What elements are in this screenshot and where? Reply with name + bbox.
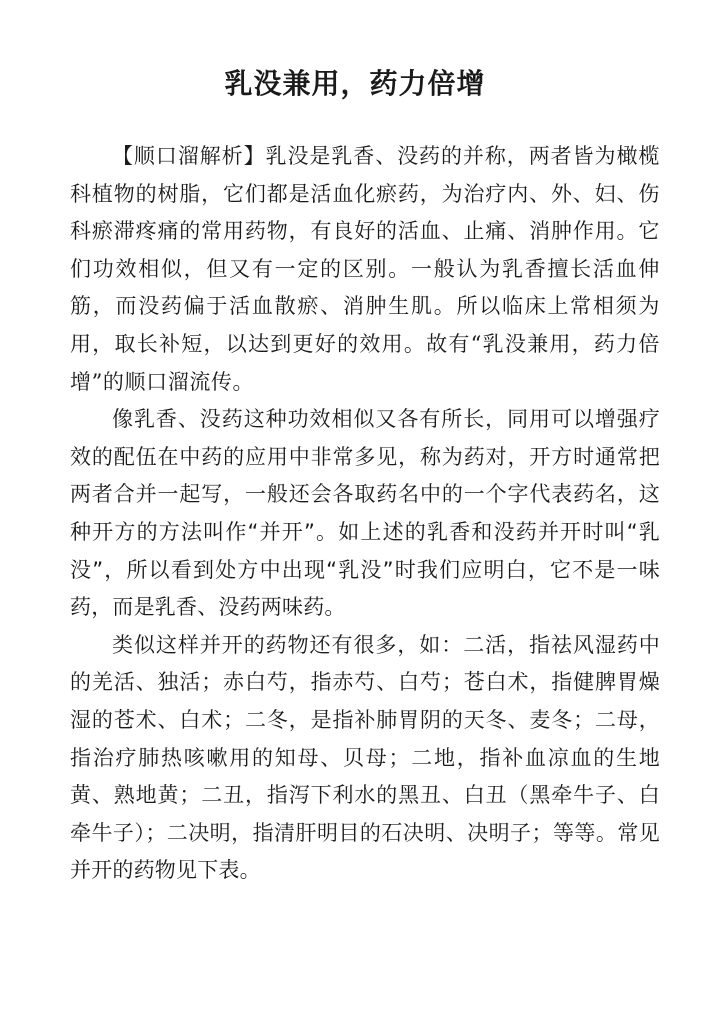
analysis-tag: 【顺口溜解析】: [112, 144, 266, 168]
page-title: 乳没兼用，药力倍增: [224, 67, 486, 100]
paragraph-paired-examples: 类似这样并开的药物还有很多，如：二活，指祛风湿药中的羌活、独活；赤白芍，指赤芍、白芍；苍白术，指健脾胃燥湿的苍术、白术；二冬，是指补肺胃阴的天冬、麦冬；二母，指治疗肺热咳嗽用的知母、贝母；二地，指补血凉血的生地黄、熟地黄；二丑，指泻下利水的黑丑、白丑（黑牵牛子、白牵牛子）；二决明，指清肝明目的石决明、决明子；等等。常见并开的药物见下表。: [70, 632, 660, 883]
paragraph-analysis: [70, 138, 660, 401]
paragraph-drug-pairing: 像乳香、没药这种功效相似又各有所长，同用可以增强疗效的配伍在中药的应用中非常多见，称为药对，开方时通常把两者合并一起写，一般还会各取药名中的一个字代表药名，这种开方的方法叫作“并开”。如上述的乳香和没药并开时叫“乳没”，所以看到处方中出现“乳没”时我们应明白，它不是一味药，而是乳香、没药两味药。: [70, 407, 660, 620]
article-body: [70, 138, 660, 890]
analysis-text: 乳没是乳香、没药的并称，两者皆为橄榄科植物的树脂，它们都是活血化瘀药，为治疗内、外、妇、伤科瘀滞疼痛的常用药物，有良好的活血、止痛、消肿作用。它们功效相似，但又有一定的区别。一般认为乳香擅长活血伸筋，而没药偏于活血散瘀、消肿生肌。所以临床上常相须为用，取长补短，以达到更好的效用。故有“乳没兼用，药力倍增”的顺口溜流传。: [70, 144, 660, 394]
